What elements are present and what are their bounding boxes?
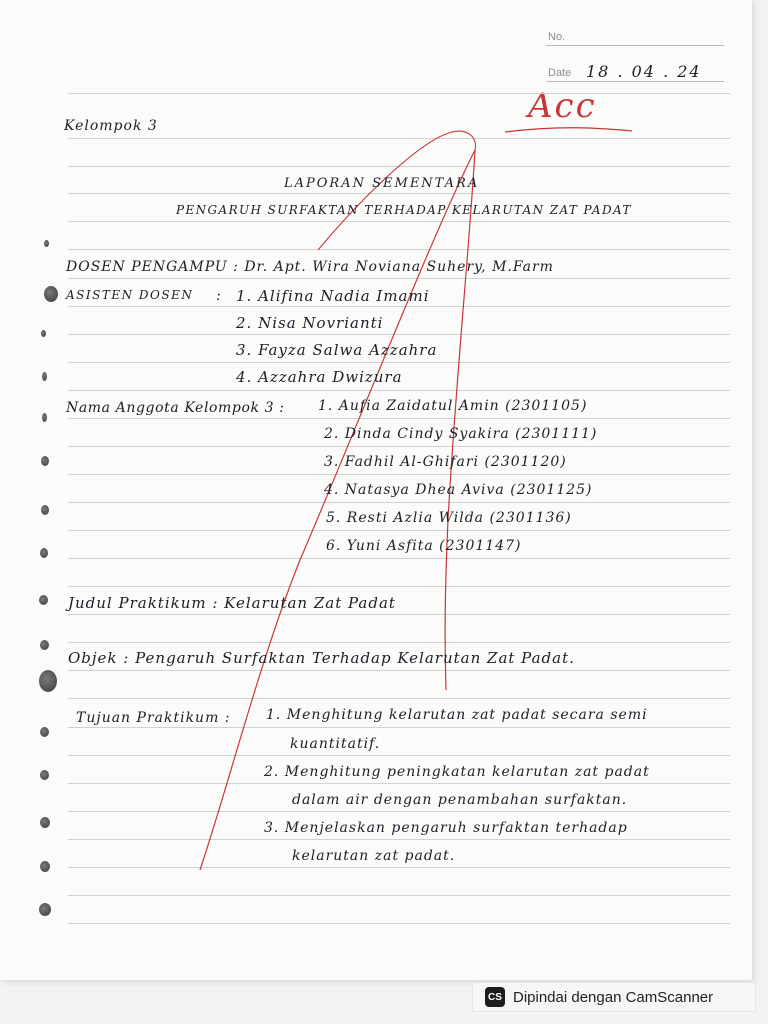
member-item: 6. Yuni Asfita (2301147) <box>326 538 522 554</box>
approval-mark: Acc <box>528 86 597 126</box>
camscanner-logo-icon: CS <box>485 987 505 1007</box>
tujuan-item: 2. Menghitung peningkatan kelarutan zat padat <box>264 764 650 780</box>
tujuan-label: Tujuan Praktikum : <box>76 710 231 726</box>
tujuan-item: kuantitatif. <box>290 736 381 752</box>
assistant-item: 4. Azzahra Dwizura <box>236 368 403 386</box>
assistants-label: ASISTEN DOSEN <box>66 288 194 302</box>
tujuan-item: dalam air dengan penambahan surfaktan. <box>292 792 628 808</box>
date-label: Date <box>548 67 572 79</box>
member-item: 5. Resti Azlia Wilda (2301136) <box>326 510 572 526</box>
judul-line: Judul Praktikum : Kelarutan Zat Padat <box>68 594 396 612</box>
assistant-item: 1. Alifina Nadia Imami <box>236 287 430 305</box>
group-label: Kelompok 3 <box>64 118 158 134</box>
assistants-colon: : <box>216 288 222 304</box>
members-label: Nama Anggota Kelompok 3 : <box>66 400 285 416</box>
tujuan-item: 3. Menjelaskan pengaruh surfaktan terhadap <box>264 820 628 836</box>
member-item: 2. Dinda Cindy Syakira (2301111) <box>324 426 598 442</box>
camscanner-watermark <box>472 982 756 1012</box>
lecturer-line: DOSEN PENGAMPU : Dr. Apt. Wira Noviana Suhery, M.Farm <box>66 259 554 275</box>
no-label: No. <box>548 31 566 43</box>
report-title: LAPORAN SEMENTARA <box>284 176 480 191</box>
date-value: 18 . 04 . 24 <box>586 62 702 81</box>
assistant-item: 3. Fayza Salwa Azzahra <box>236 341 438 359</box>
member-item: 1. Aufia Zaidatul Amin (2301105) <box>318 398 588 414</box>
member-item: 3. Fadhil Al-Ghifari (2301120) <box>324 454 567 470</box>
watermark-text: Dipindai dengan CamScanner <box>513 988 714 1006</box>
report-subtitle: PENGARUH SURFAKTAN TERHADAP KELARUTAN ZAT PADAT <box>176 203 632 217</box>
tujuan-item: 1. Menghitung kelarutan zat padat secara semi <box>266 707 648 723</box>
assistant-item: 2. Nisa Novrianti <box>236 314 384 332</box>
tujuan-item: kelarutan zat padat. <box>292 848 456 864</box>
objek-line: Objek : Pengaruh Surfaktan Terhadap Kelarutan Zat Padat. <box>68 649 575 667</box>
member-item: 4. Natasya Dhea Aviva (2301125) <box>324 482 593 498</box>
